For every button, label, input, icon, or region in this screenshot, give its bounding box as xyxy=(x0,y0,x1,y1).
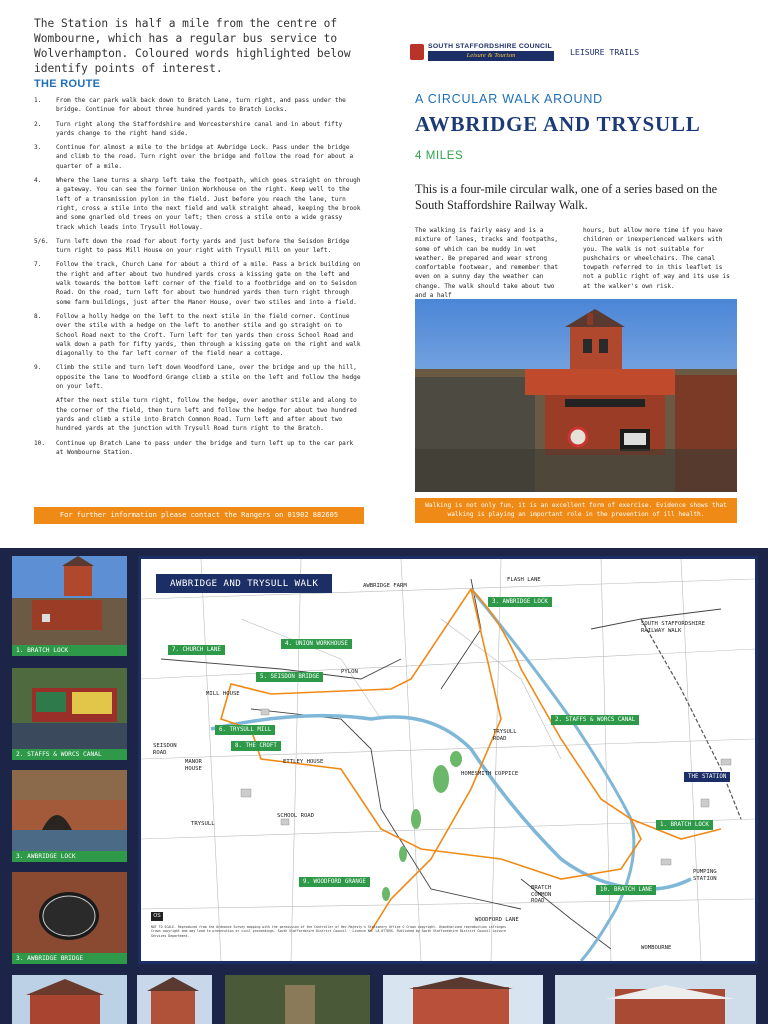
thumb-staffs-worcs-canal xyxy=(12,668,127,760)
intro-text: The Station is half a mile from the centre of Wombourne, which has a regular bus service to Wolverhampton. Coloured words highlighted below identify points of interest. xyxy=(34,17,351,75)
map-label: ETTLEY HOUSE xyxy=(283,759,324,765)
map-tag-the-croft: 8. THE CROFT xyxy=(231,741,281,751)
map-label: TRYSULL ROAD xyxy=(493,729,517,742)
map-tag-bratch-lane: 10. BRATCH LANE xyxy=(596,885,656,895)
map-label: SEISDON ROAD xyxy=(153,743,177,756)
route-step: 1. From the car park walk back down to Bratch Lane, turn right, and pass under the bridge. Continue for about three hundred yards to Bratch Locks. xyxy=(34,97,346,114)
route-step: 8. Follow a holly hedge on the left to the next stile in the field corner. Continue over the stile with a hedge on the left to another stile and go straight on to School Road next to the Croft. Turn left for ten yards then cross School Road and walk down a path for fifty yards, then through a kissing gate on the right and walk diagonally to the far left corner of the field near a cottage. xyxy=(34,312,361,358)
route-step: 3. Continue for almost a mile to the bridge at Awbridge Lock. Pass under the bridge and climb to the road. Turn right over the bridge and follow the road for about a quarter of a mile. xyxy=(34,144,354,170)
subtitle: A CIRCULAR WALK AROUND xyxy=(415,92,604,106)
map-label: MANOR HOUSE xyxy=(185,759,202,772)
map-label: HOMESMITH COPPICE xyxy=(461,771,519,777)
map-tag-staffs-worcs-canal: 2. STAFFS & WORCS CANAL xyxy=(551,715,639,725)
route-step: 9. Climb the stile and turn left down Woodford Lane, over the bridge and up the hill, opposite the lane to Woodford Grange climb a stile on the left and follow the hedge on your left. xyxy=(34,364,361,391)
description-col-a: The walking is fairly easy and is a mixture of lanes, tracks and footpaths, some of which can be muddy in wet weather. Be prepared and wear strong comfortable footwear, and remember that even on a sunny day the weather can change. The walk should take about two and a half xyxy=(415,227,559,300)
route-step: 2. Turn right along the Staffordshire and Worcestershire canal and in about fifty yards change to the right hand side. xyxy=(34,120,343,137)
bottom-photo-house xyxy=(383,975,543,1024)
lead-paragraph: This is a four-mile circular walk, one of a series based on the South Staffordshire Railway Walk. xyxy=(415,182,718,212)
ordnance-survey-logo: OS xyxy=(151,912,163,921)
walk-distance: 4 MILES xyxy=(415,150,464,162)
route-step: 5/6. Turn left down the road for about forty yards and just before the Seisdon Bridge turn right to pass Mill House on your right with Trysull Mill on your left. xyxy=(34,237,350,255)
thumb-awbridge-lock xyxy=(12,770,127,862)
route-column xyxy=(34,16,364,462)
walk-map xyxy=(138,556,758,964)
thumb-caption: 3. AWBRIDGE LOCK xyxy=(12,851,127,862)
map-title: AWBRIDGE AND TRYSULL WALK xyxy=(156,574,332,593)
route-step: 7. Follow the track, Church Lane for about a third of a mile. Pass a brick building on the right and after about two hundred yards cross a kissing gate on the left and walk towards the bottom left corner of the field to a footbridge and on to Seisdon Road. On the road, turn left for about two hundred yards then turn right through some farm buildings, just after the Manor House, over two stiles and into a field. xyxy=(34,261,361,306)
description-col-b: hours, but allow more time if you have children or inexperienced walkers with you. The walk is not suitable for pushchairs or wheelchairs. The canal towpath referred to in this leaflet is not a public right of way and its use is at the walker's own risk. xyxy=(583,227,730,290)
map-tag-awbridge-lock: 3. AWBRIDGE LOCK xyxy=(488,597,552,607)
thumb-awbridge-bridge xyxy=(12,872,127,964)
council-crest-icon xyxy=(410,44,424,60)
map-label: TRYSULL xyxy=(191,821,215,827)
series-label: LEISURE TRAILS xyxy=(570,47,640,57)
map-label: WOMBOURNE xyxy=(641,945,672,951)
map-label: WOODFORD LANE xyxy=(475,917,519,923)
council-header xyxy=(410,38,740,66)
map-label: FLASH LANE xyxy=(507,577,541,583)
thumb-caption: 3. AWBRIDGE BRIDGE xyxy=(12,953,127,964)
thumb-caption: 1. BRATCH LOCK xyxy=(12,645,127,656)
bratch-locks-photo xyxy=(415,299,737,492)
page-title: AWBRIDGE AND TRYSULL xyxy=(415,112,701,136)
map-label: PUMPING STATION xyxy=(693,869,717,882)
thumb-caption: 2. STAFFS & WORCS CANAL xyxy=(12,749,127,760)
map-tag-church-lane: 7. CHURCH LANE xyxy=(168,645,225,655)
walk-description xyxy=(415,226,737,300)
route-step: After the next stile turn right, follow the hedge, over another stile and along to the corner of the field, then turn left and follow the hedge for about two hundred yards and climb a stile into Bratch Common Road. Turn left and after about two hundred yards at the junction with Trysull Road turn right to the Bratch. xyxy=(56,397,357,433)
map-label: MILL HOUSE xyxy=(206,691,240,697)
bottom-photo-mill xyxy=(137,975,212,1024)
bottom-photo-station xyxy=(555,975,756,1024)
council-name: SOUTH STAFFORDSHIRE COUNCIL xyxy=(428,43,552,50)
map-label: PYLON xyxy=(341,669,358,675)
map-tag-seisdon-bridge: 5. SEISDON BRIDGE xyxy=(256,672,323,682)
route-step: 10. Continue up Bratch Lane to pass under the bridge and turn left up to the car park at Wombourne Station. xyxy=(34,439,354,456)
map-label: SCHOOL ROAD xyxy=(277,813,315,819)
map-tag-bratch-lock: 1. BRATCH LOCK xyxy=(656,820,713,830)
map-drawing xyxy=(141,559,755,961)
council-logo xyxy=(428,43,554,61)
bottom-photo-path xyxy=(225,975,370,1024)
map-tag-union-workhouse: 4. UNION WORKHOUSE xyxy=(281,639,352,649)
contact-info-bar: For further information please contact the Rangers on 01902 882605 xyxy=(34,507,364,524)
thumb-bratch-lock xyxy=(12,556,127,656)
bottom-photo-farmhouse xyxy=(12,975,127,1024)
photo-caption: Walking is not only fun, it is an excellent form of exercise. Evidence shows that walking is playing an important role in the prevention of ill health. xyxy=(415,498,737,523)
map-label: BRATCH COMMON ROAD xyxy=(531,885,552,904)
map-tag-woodford-grange: 9. WOODFORD GRANGE xyxy=(299,877,370,887)
route-heading: THE ROUTE xyxy=(34,78,101,90)
route-steps xyxy=(34,96,364,457)
map-tag-trysull-mill: 6. TRYSULL MILL xyxy=(215,725,275,735)
map-label: AWBRIDGE FARM xyxy=(363,583,407,589)
map-tag-the-station: THE STATION xyxy=(684,772,730,782)
council-dept: Leisure & Tourism xyxy=(428,51,554,61)
map-label: SOUTH STAFFORDSHIRE RAILWAY WALK xyxy=(641,621,705,634)
map-copyright: NOT TO SCALE. Reproduced from the Ordnance Survey mapping with the permission of the Controller of Her Majesty's Stationery Office © Crown copyright. Unauthorised reproduction infringes Crown copyright and may lead to prosecution or civil proceedings. South Staffordshire District Council · Licence No. LA 07769X. Published by South Staffordshire District Council Leisure Services Department. xyxy=(151,925,507,938)
route-step: 4. Where the lane turns a sharp left take the footpath, which goes straight on through a gateway. You can see the former Union Workhouse on the right. Keep well to the left of a transmission pylon in the field. Just before you reach the lane, turn right, cross a stile into the next field and walk straight ahead, keeping the brook and some gnarled old trees on your left; then cross a stile onto a wide grassy track which leads into Trysull Holloway. xyxy=(34,177,361,231)
